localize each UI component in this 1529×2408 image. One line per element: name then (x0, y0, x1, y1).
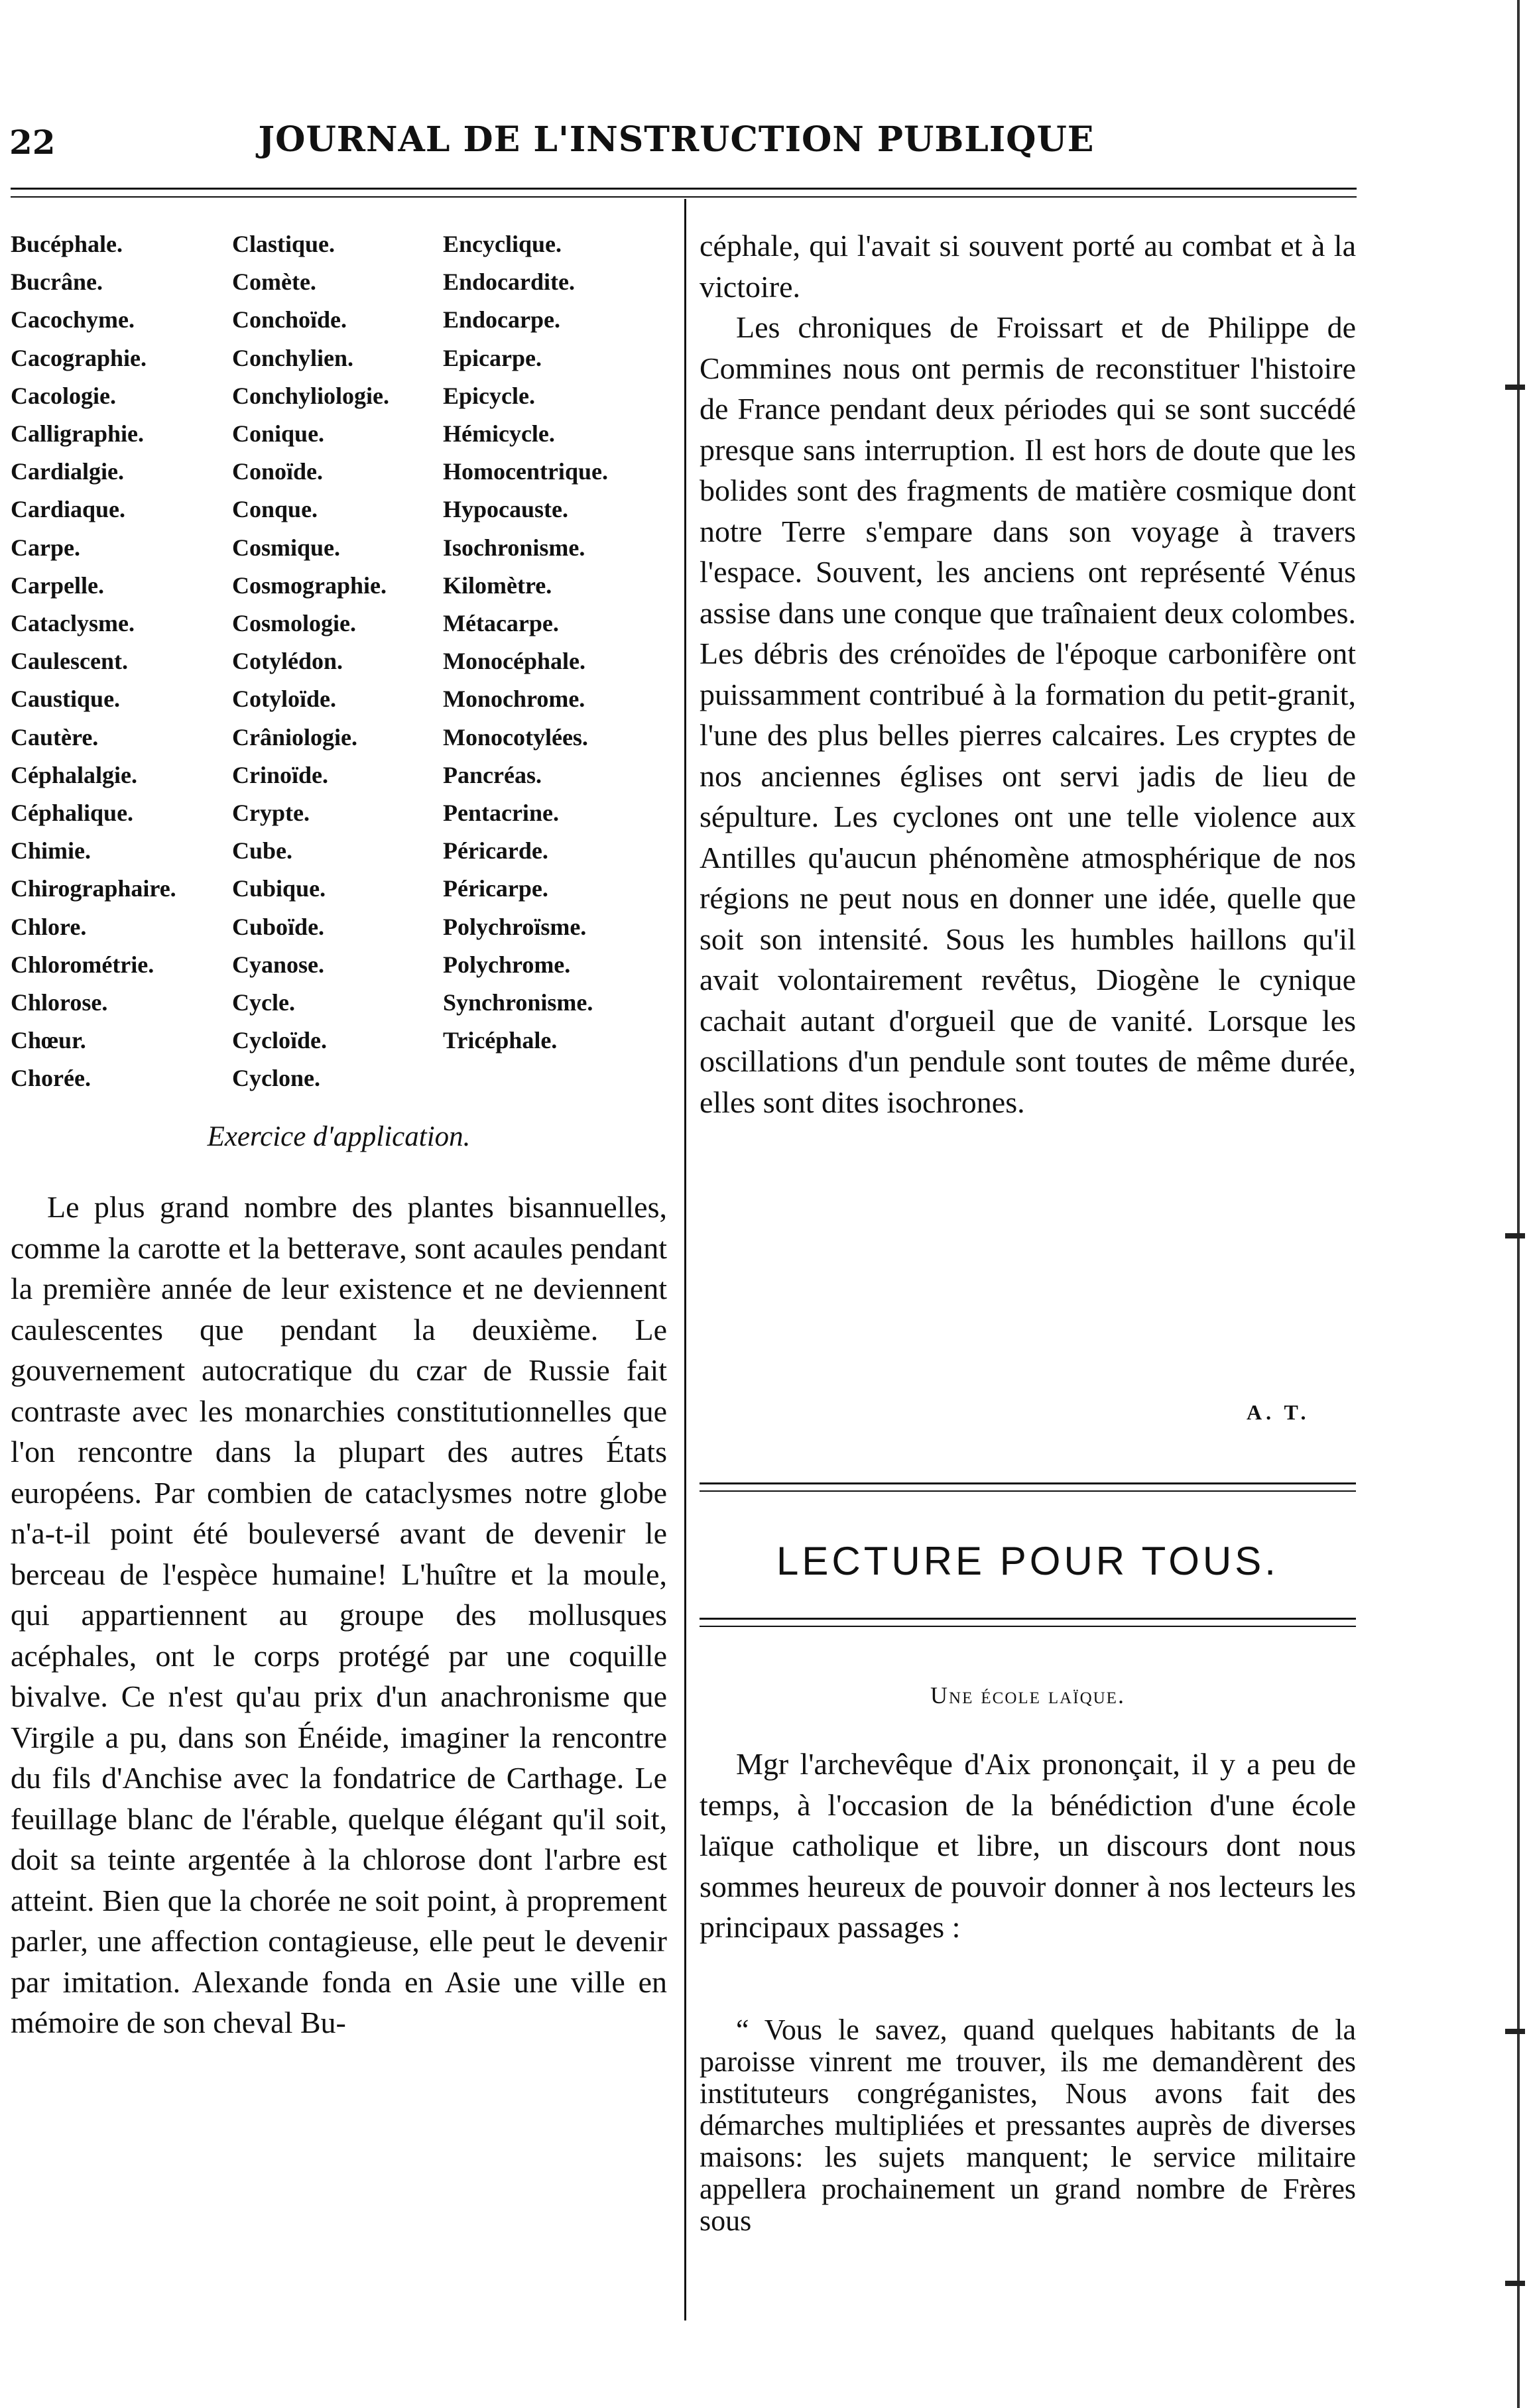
word-list-item: Bucéphale. (11, 231, 123, 257)
word-list-item: Cycloïde. (232, 1027, 327, 1054)
section-rule-bottom-1 (700, 1618, 1356, 1620)
word-list-item: Chœur. (11, 1027, 86, 1054)
word-list-item: Kilomètre. (443, 572, 552, 599)
word-list-item: Cardialgie. (11, 458, 124, 485)
word-list-item: Crinoïde. (232, 761, 329, 788)
word-list-item: Cataclysme. (11, 610, 135, 637)
word-list-item: Céphalique. (11, 800, 134, 827)
word-list-item: Crâniologie. (232, 723, 357, 751)
exercise-text-left (11, 1187, 667, 2043)
word-list-item: Epicycle. (443, 382, 535, 409)
word-list-item: Synchronisme. (443, 989, 593, 1016)
word-list-item: Caustique. (11, 686, 121, 713)
word-list-item: Chlorométrie. (11, 951, 154, 978)
word-list-item: Conoïde. (232, 458, 324, 485)
word-list-item: Métacarpe. (443, 610, 559, 637)
word-list-item: Monochrome. (443, 686, 585, 713)
section-rule-top-2 (700, 1490, 1356, 1492)
page-number: 22 (9, 123, 56, 162)
header-rule-bottom (11, 196, 1357, 198)
word-list-item: Cotylédon. (232, 648, 343, 675)
article-quote-paragraph: “ Vous le savez, quand quelques habitants de la paroisse vinrent me trouver, ils me demandèrent des instituteurs congréganistes, Nous avons fait des démarches multipliées et pressantes auprès de diverses maisons: les sujets manquent; le service militaire appellera prochainement un grand nombre de Frères sous (700, 2014, 1356, 2237)
word-list-item: Chirographaire. (11, 875, 176, 902)
journal-title: JOURNAL DE L'INSTRUCTION PUBLIQUE (258, 119, 1095, 160)
word-list-item: Cacographie. (11, 344, 147, 371)
word-list-item: Pancréas. (443, 761, 542, 788)
binding-mark (1505, 2281, 1525, 2286)
word-list-item: Crypte. (232, 800, 310, 827)
binding-mark (1505, 1233, 1525, 1238)
word-list-item: Cycle. (232, 989, 295, 1016)
word-list-item: Endocardite. (443, 269, 576, 296)
word-list-item: Polychrome. (443, 951, 571, 978)
word-list-item: Conque. (232, 496, 318, 523)
word-list-item: Cyclone. (232, 1065, 320, 1092)
word-list-item: Comète. (232, 269, 316, 296)
word-list-item: Péricarpe. (443, 875, 548, 902)
word-list-item: Cautère. (11, 723, 99, 751)
page-header (0, 106, 1529, 179)
author-signature: A. T. (1247, 1400, 1310, 1424)
exercise-paragraph-2: Les chroniques de Froissart et de Philippe de Commines nous ont permis de reconstituer l'histoire de France pendant deux périodes qui se sont succédé presque sans interruption. Il est hors de doute que les bolides sont des fragments de matière cosmique dont notre Terre s'empare dans son voyage à travers l'espace. Souvent, les anciens ont représenté Vénus assise dans une conque que traînaient deux colombes. Les débris des crénoïdes de l'époque carbonifère ont puissamment contribué à la formation du petit-granit, l'une des plus belles pierres calcaires. Les cryptes de nos anciennes églises ont servi jadis de lieu de sépulture. Les cyclones ont une telle violence aux Antilles qu'aucun phénomène atmosphérique de nos régions ne peut nous en donner une idée, quelle que soit son intensité. Sous les humbles haillons qu'il avait volontairement revêtus, Diogène le cynique cachait autant d'orgueil que de vanité. Lorsque les oscillations d'un pendule sont toutes de même durée, elles sont dites isochrones. (700, 310, 1356, 1119)
word-list-item: Monocotylées. (443, 723, 588, 751)
word-list-item: Epicarpe. (443, 344, 542, 371)
word-list-item: Cube. (232, 837, 293, 865)
word-list-item: Cosmique. (232, 534, 341, 561)
binding-mark (1505, 385, 1525, 390)
word-list-item: Homocentrique. (443, 458, 608, 485)
exercise-continuation: céphale, qui l'avait si souvent porté au combat et à la victoire. (700, 229, 1356, 304)
word-list-item: Cardiaque. (11, 496, 126, 523)
header-rule-top (11, 188, 1357, 190)
exercise-title: Exercice d'application. (207, 1121, 471, 1152)
binding-edge-line (1517, 0, 1520, 2408)
word-list-item: Conique. (232, 420, 325, 448)
word-list-item: Céphalalgie. (11, 761, 138, 788)
word-list-item: Cyanose. (232, 951, 325, 978)
word-list-item: Cuboïde. (232, 913, 325, 940)
section-rule-bottom-2 (700, 1626, 1356, 1627)
word-list-item: Cacochyme. (11, 306, 135, 333)
article-intro-paragraph: Mgr l'archevêque d'Aix prononçait, il y a peu de temps, à l'occasion de la bénédiction d'une école laïque catholique et libre, un discours dont nous sommes heureux de pouvoir donner à nos lecteurs les principaux passages : (700, 1747, 1356, 1944)
word-list-column-2 (232, 225, 389, 1098)
article-quote (700, 2014, 1356, 2237)
section-rule-top-1 (700, 1482, 1356, 1484)
column-divider (684, 199, 686, 2320)
word-list-item: Chlorose. (11, 989, 108, 1016)
word-list-item: Hémicycle. (443, 420, 555, 448)
word-list-item: Conchoïde. (232, 306, 347, 333)
word-list-item: Caulescent. (11, 648, 128, 675)
article-intro (700, 1744, 1356, 1948)
word-list-item: Carpe. (11, 534, 80, 561)
word-list-item: Cosmologie. (232, 610, 356, 637)
word-list-item: Conchylien. (232, 344, 354, 371)
word-list-item: Polychroïsme. (443, 913, 587, 940)
article-subtitle: Une école laïque. (930, 1682, 1125, 1709)
word-list-item: Chorée. (11, 1065, 91, 1092)
word-list-column-1 (11, 225, 176, 1098)
exercise-paragraph: Le plus grand nombre des plantes bisannuelles, comme la carotte et la betterave, sont acaules pendant la première année de leur existence et ne deviennent caulescentes que pendant la deuxième. Le gouvernement autocratique du czar de Russie fait contraste avec les monarchies constitutionnelles que l'on rencontre dans la plupart des autres États européens. Par combien de cataclysmes notre globe n'a-t-il point été bouleversé avant de devenir le berceau de l'espèce humaine! L'huître et la moule, qui appartiennent au groupe des mollusques acéphales, ont le corps protégé par une coquille bivalve. Ce n'est qu'au prix d'un anachronisme que Virgile a pu, dans son Énéide, imaginer la rencontre du fils d'Anchise avec la fondatrice de Carthage. Le feuillage blanc de l'érable, quelque élégant qu'il soit, doit sa teinte argentée à la chlorose dont l'arbre est atteint. Bien que la chorée ne soit point, à proprement parler, une affection contagieuse, elle peut le devenir par imitation. Alexande fonda en Asie une ville en mémoire de son cheval Bu- (11, 1190, 667, 2039)
word-list-item: Carpelle. (11, 572, 104, 599)
binding-mark (1505, 2029, 1525, 2034)
word-list-item: Pentacrine. (443, 800, 559, 827)
word-list-item: Chimie. (11, 837, 91, 865)
word-list-item: Cotyloïde. (232, 686, 336, 713)
word-list-item: Cosmographie. (232, 572, 387, 599)
word-list-item: Chlore. (11, 913, 87, 940)
word-list-item: Calligraphie. (11, 420, 145, 448)
word-list-item: Cacologie. (11, 382, 116, 409)
section-title: LECTURE POUR TOUS. (776, 1539, 1279, 1583)
word-list-column-3 (443, 225, 608, 1059)
word-list-item: Hypocauste. (443, 496, 568, 523)
exercise-text-right (700, 225, 1356, 1122)
word-list-item: Isochronisme. (443, 534, 585, 561)
word-list-item: Encyclique. (443, 231, 562, 257)
word-list-item: Clastique. (232, 231, 336, 257)
word-list-item: Tricéphale. (443, 1027, 558, 1054)
word-list-item: Endocarpe. (443, 306, 561, 333)
word-list-item: Bucrâne. (11, 269, 103, 296)
word-list-item: Péricarde. (443, 837, 548, 865)
word-list-item: Monocéphale. (443, 648, 585, 675)
word-list-item: Conchyliologie. (232, 382, 390, 409)
word-list-item: Cubique. (232, 875, 326, 902)
